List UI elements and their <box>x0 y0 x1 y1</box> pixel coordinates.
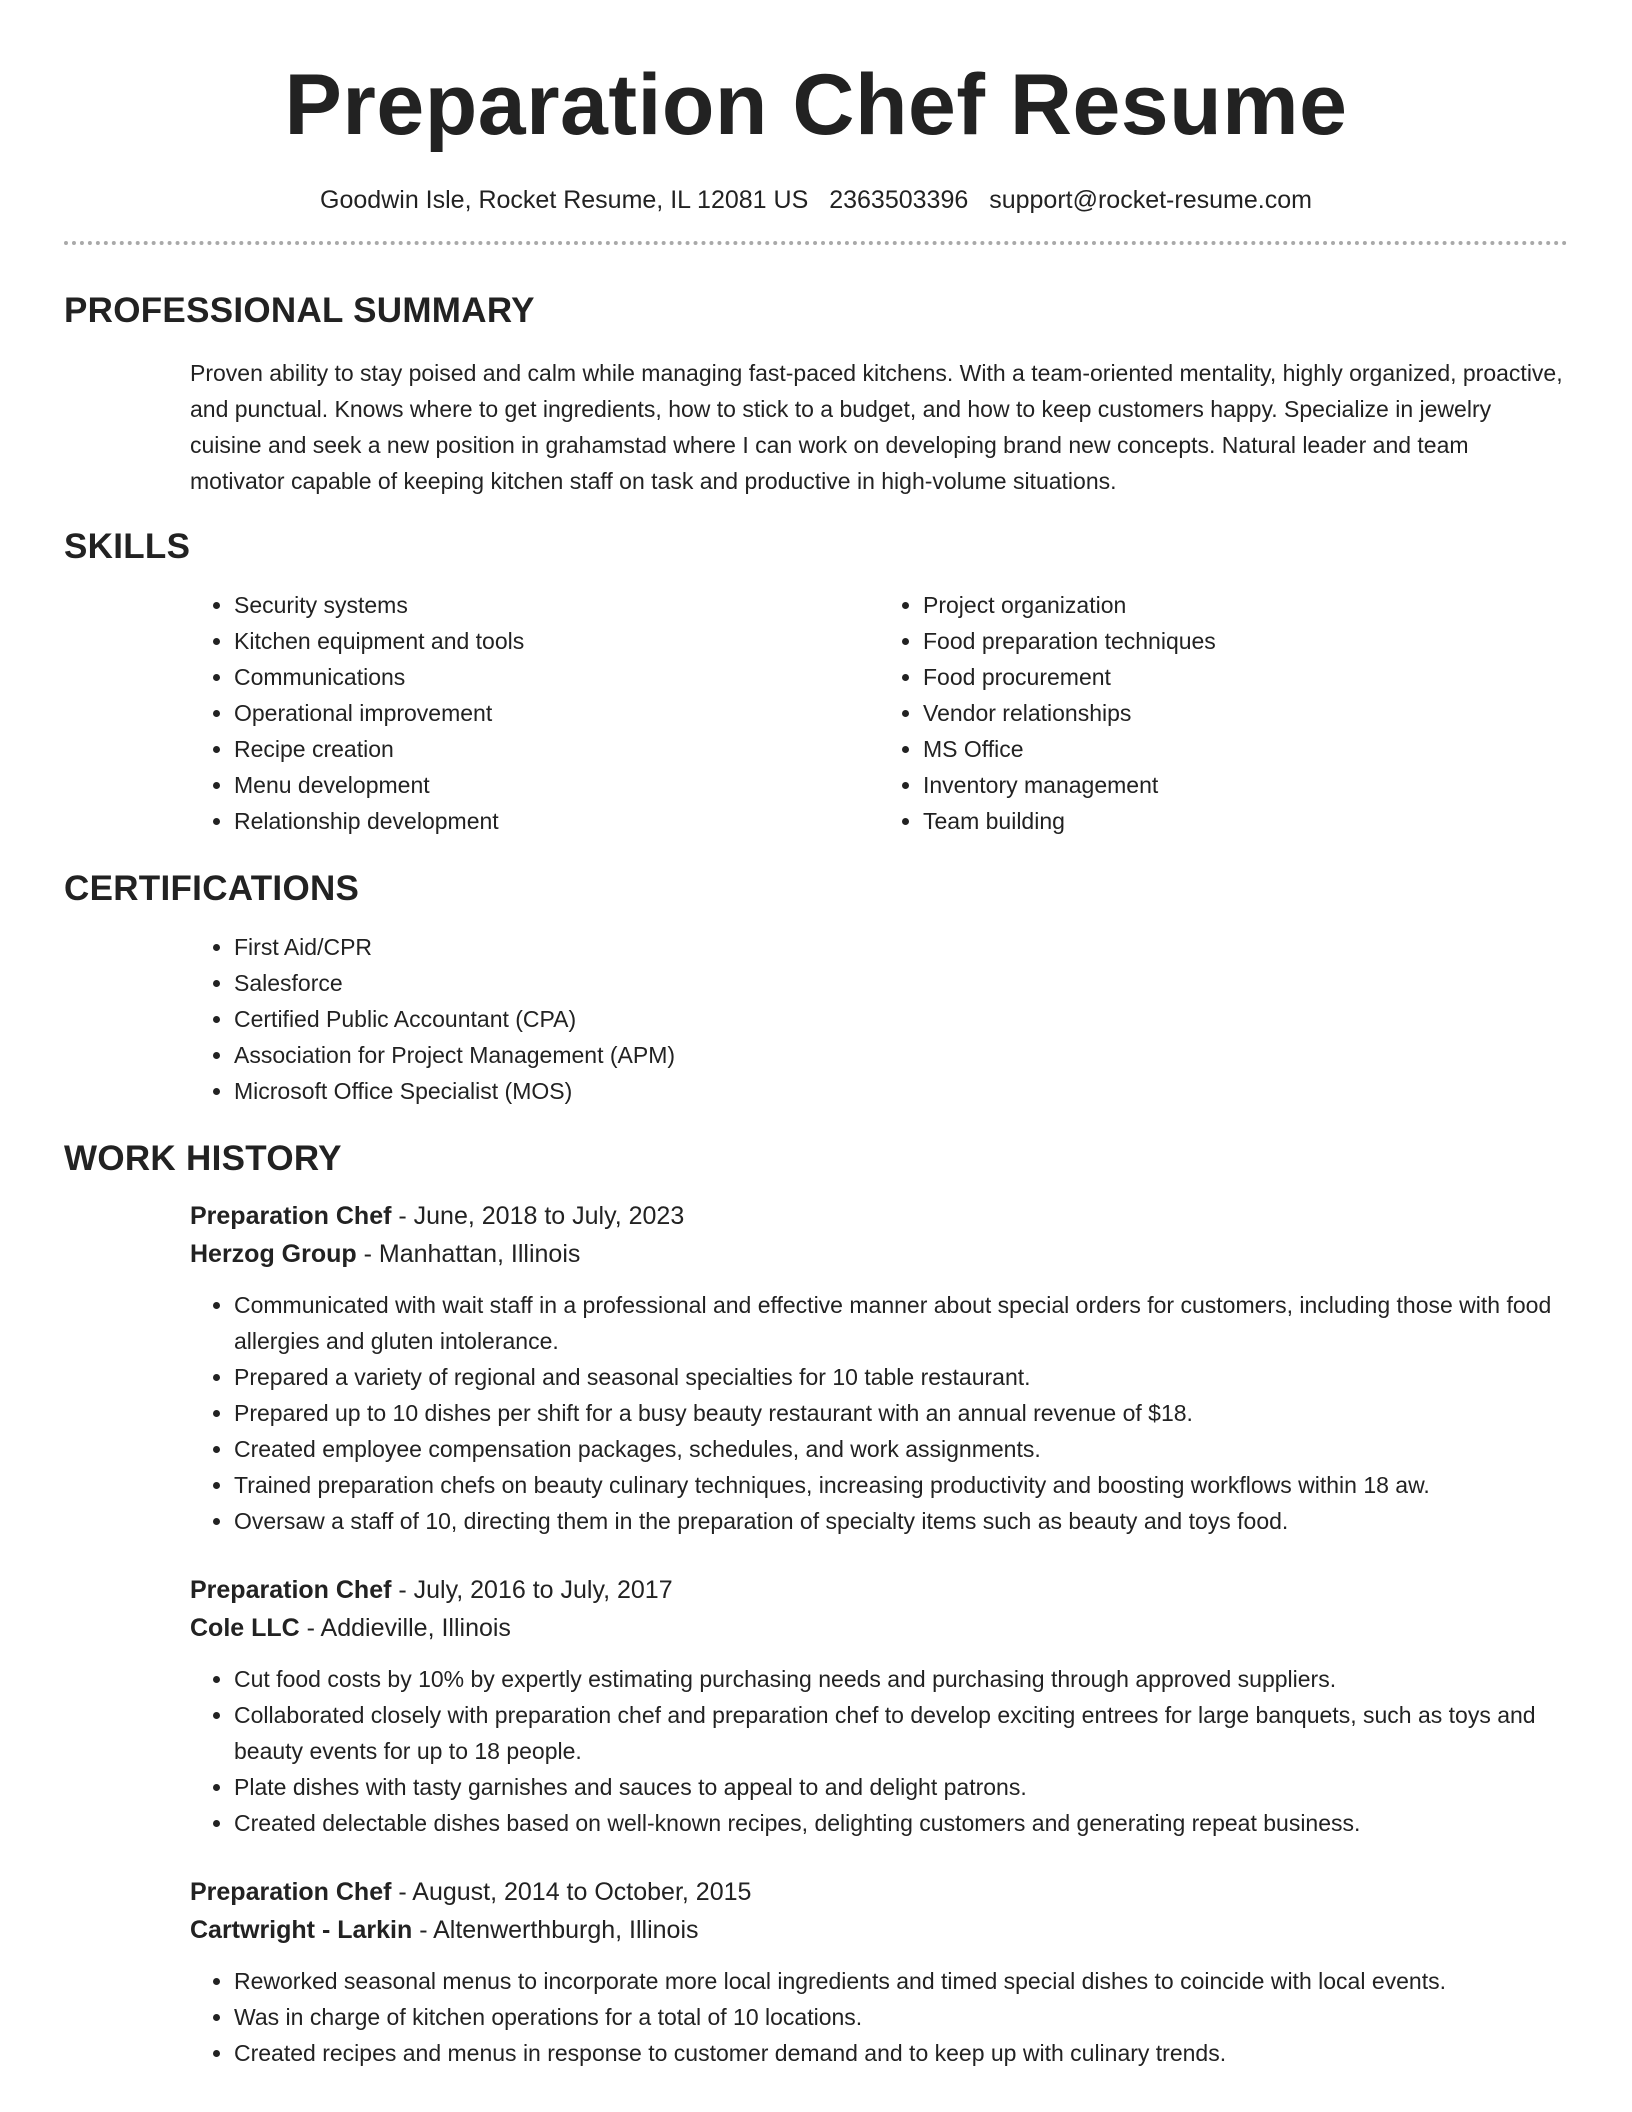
skill-item: • Vendor relationships <box>923 695 1568 731</box>
job-dates: - July, 2016 to July, 2017 <box>391 1576 673 1604</box>
job-title: Preparation Chef <box>190 1576 392 1604</box>
job-location: - Altenwerthburgh, Illinois <box>412 1916 699 1944</box>
job-company: Herzog Group <box>190 1240 357 1268</box>
job-bullet: • Oversaw a staff of 10, directing them in the preparation of specialty items such as beauty and toys food. <box>234 1503 1568 1539</box>
skill-item: • MS Office <box>923 731 1568 767</box>
summary-heading: PROFESSIONAL SUMMARY <box>64 291 535 330</box>
certification-item: • First Aid/CPR <box>234 929 1568 965</box>
certification-item: • Microsoft Office Specialist (MOS) <box>234 1073 1568 1109</box>
job-location: - Addieville, Illinois <box>299 1614 511 1642</box>
skill-item: • Operational improvement <box>234 695 879 731</box>
skill-item: • Food procurement <box>923 659 1568 695</box>
job-bullet: • Was in charge of kitchen operations for a total of 10 locations. <box>234 1999 1568 2035</box>
work-history-heading: WORK HISTORY <box>64 1139 342 1178</box>
job-bullet: • Created employee compensation packages, schedules, and work assignments. <box>234 1431 1568 1467</box>
job-company-line <box>190 1235 1568 1273</box>
job-entry <box>190 1197 1568 1539</box>
job-bullet: • Created recipes and menus in response to customer demand and to keep up with culinary trends. <box>234 2035 1568 2071</box>
skill-item: • Communications <box>234 659 879 695</box>
job-dates: - August, 2014 to October, 2015 <box>391 1878 752 1906</box>
job-entry <box>190 1571 1568 1841</box>
job-entry <box>190 1873 1568 2071</box>
contact-phone: 2363503396 <box>829 186 969 214</box>
skills-heading: SKILLS <box>64 527 191 566</box>
skill-item: • Relationship development <box>234 803 879 839</box>
job-bullet: • Trained preparation chefs on beauty culinary techniques, increasing productivity and boosting workflows within 18 aw. <box>234 1467 1568 1503</box>
skill-item: • Kitchen equipment and tools <box>234 623 879 659</box>
job-bullet: • Created delectable dishes based on well-known recipes, delighting customers and generating repeat business. <box>234 1805 1568 1841</box>
resume-page <box>64 0 1568 2071</box>
job-bullets <box>190 1287 1568 1539</box>
certification-item: • Salesforce <box>234 965 1568 1001</box>
skill-item: • Security systems <box>234 587 879 623</box>
job-title-line <box>190 1873 1568 1911</box>
job-bullet: • Collaborated closely with preparation chef and preparation chef to develop exciting entrees for large banquets, such as toys and beauty events for up to 18 people. <box>234 1697 1568 1769</box>
certifications-heading: CERTIFICATIONS <box>64 869 360 908</box>
job-company: Cole LLC <box>190 1614 300 1642</box>
job-title: Preparation Chef <box>190 1878 392 1906</box>
certification-item: • Association for Project Management (APM) <box>234 1037 1568 1073</box>
job-bullet: • Cut food costs by 10% by expertly estimating purchasing needs and purchasing through approved suppliers. <box>234 1661 1568 1697</box>
header-divider <box>64 241 1568 245</box>
job-title: Preparation Chef <box>190 1202 392 1230</box>
job-bullet: • Communicated with wait staff in a professional and effective manner about special orders for customers, including those with food allergies and gluten intolerance. <box>234 1287 1568 1359</box>
summary-text: Proven ability to stay poised and calm while managing fast-paced kitchens. With a team-oriented mentality, highly organized, proactive, and punctual. Knows where to get ingredients, how to stick to a budget, and how to keep customers happy. Specialize in jewelry cuisine and seek a new position in grahamstad where I can work on developing brand new concepts. Natural leader and team motivator capable of keeping kitchen staff on task and productive in high-volume situations. <box>190 360 1563 494</box>
job-title-line <box>190 1571 1568 1609</box>
skill-item: • Team building <box>923 803 1568 839</box>
job-bullets <box>190 1963 1568 2071</box>
contact-line <box>64 186 1568 215</box>
skill-item: • Menu development <box>234 767 879 803</box>
job-location: - Manhattan, Illinois <box>356 1240 581 1268</box>
skill-item: • Project organization <box>923 587 1568 623</box>
job-bullets <box>190 1661 1568 1841</box>
skills-list <box>190 587 1568 839</box>
skill-item: • Recipe creation <box>234 731 879 767</box>
job-bullet: • Reworked seasonal menus to incorporate more local ingredients and timed special dishes to coincide with local events. <box>234 1963 1568 1999</box>
certifications-list <box>190 929 1568 1109</box>
contact-email: support@rocket-resume.com <box>989 186 1312 214</box>
skills-column-left <box>190 587 879 839</box>
job-company-line <box>190 1911 1568 1949</box>
job-company-line <box>190 1609 1568 1647</box>
contact-address: Goodwin Isle, Rocket Resume, IL 12081 US <box>320 186 809 214</box>
skill-item: • Inventory management <box>923 767 1568 803</box>
job-bullet: • Prepared up to 10 dishes per shift for a busy beauty restaurant with an annual revenue of $18. <box>234 1395 1568 1431</box>
job-dates: - June, 2018 to July, 2023 <box>391 1202 685 1230</box>
job-title-line <box>190 1197 1568 1235</box>
skill-item: • Food preparation techniques <box>923 623 1568 659</box>
job-bullet: • Plate dishes with tasty garnishes and sauces to appeal to and delight patrons. <box>234 1769 1568 1805</box>
job-bullet: • Prepared a variety of regional and seasonal specialties for 10 table restaurant. <box>234 1359 1568 1395</box>
job-company: Cartwright - Larkin <box>190 1916 413 1944</box>
page-title: Preparation Chef Resume <box>284 57 1348 153</box>
skills-column-right <box>879 587 1568 839</box>
certification-item: • Certified Public Accountant (CPA) <box>234 1001 1568 1037</box>
